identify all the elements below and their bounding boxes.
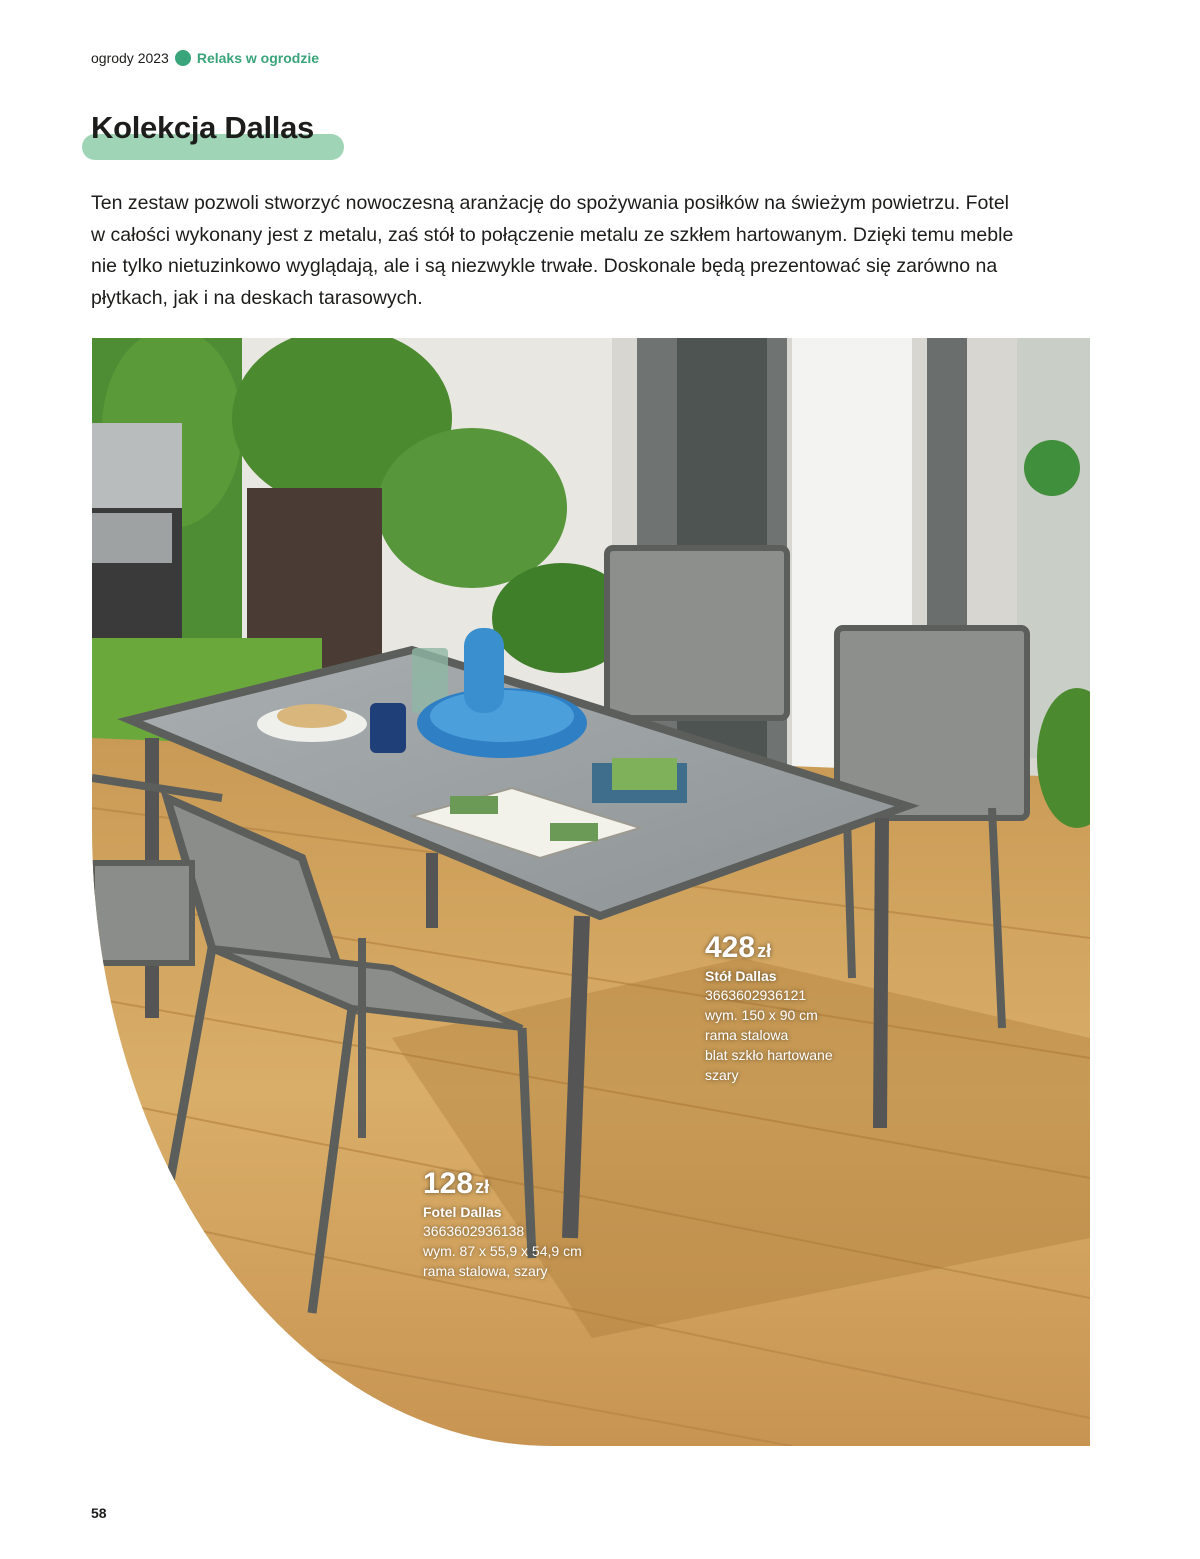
product-chair-price: [423, 1168, 582, 1203]
product-chair-price-value: 128: [423, 1167, 474, 1200]
product-table-name: Stół Dallas: [705, 968, 777, 984]
section-dot-icon: [175, 50, 191, 66]
page-title: Kolekcja Dallas: [91, 110, 314, 145]
catalog-year: ogrody 2023: [91, 50, 169, 66]
product-chair-spec: rama stalowa, szary: [423, 1263, 548, 1279]
product-chair-info: [423, 1168, 582, 1281]
product-photo: [92, 338, 1090, 1446]
product-chair-code: 3663602936138: [423, 1223, 525, 1239]
product-table-spec: szary: [705, 1067, 739, 1083]
product-table-spec: rama stalowa: [705, 1027, 789, 1043]
page-header: [91, 50, 319, 66]
product-chair-spec: wym. 87 x 55,9 x 54,9 cm: [423, 1243, 582, 1259]
product-table-spec: blat szkło hartowane: [705, 1047, 833, 1063]
product-table-price-value: 428: [705, 931, 756, 964]
product-table-currency: zł: [757, 941, 772, 961]
product-table-code: 3663602936121: [705, 987, 807, 1003]
intro-text: Ten zestaw pozwoli stworzyć nowoczesną aranżację do spożywania posiłków na świeżym powietrzu. Fotel w całości wykonany jest z metalu, zaś stół to połączenie metalu ze szkłem hartowanym. Dzięki temu meble nie tylko nietuzinkowo wyglądają, ale i są niezwykle trwałe. Doskonale będą prezentować się zarówno na płytkach, jak i na deskach tarasowych.: [91, 192, 1014, 309]
title-block: [82, 110, 314, 146]
product-table-info: [705, 932, 833, 1085]
product-table-price: [705, 932, 833, 967]
product-chair-name: Fotel Dallas: [423, 1204, 502, 1220]
page-number: 58: [91, 1505, 107, 1521]
product-table-spec: wym. 150 x 90 cm: [705, 1007, 818, 1023]
section-label: Relaks w ogrodzie: [196, 50, 319, 66]
product-chair-currency: zł: [475, 1177, 490, 1197]
